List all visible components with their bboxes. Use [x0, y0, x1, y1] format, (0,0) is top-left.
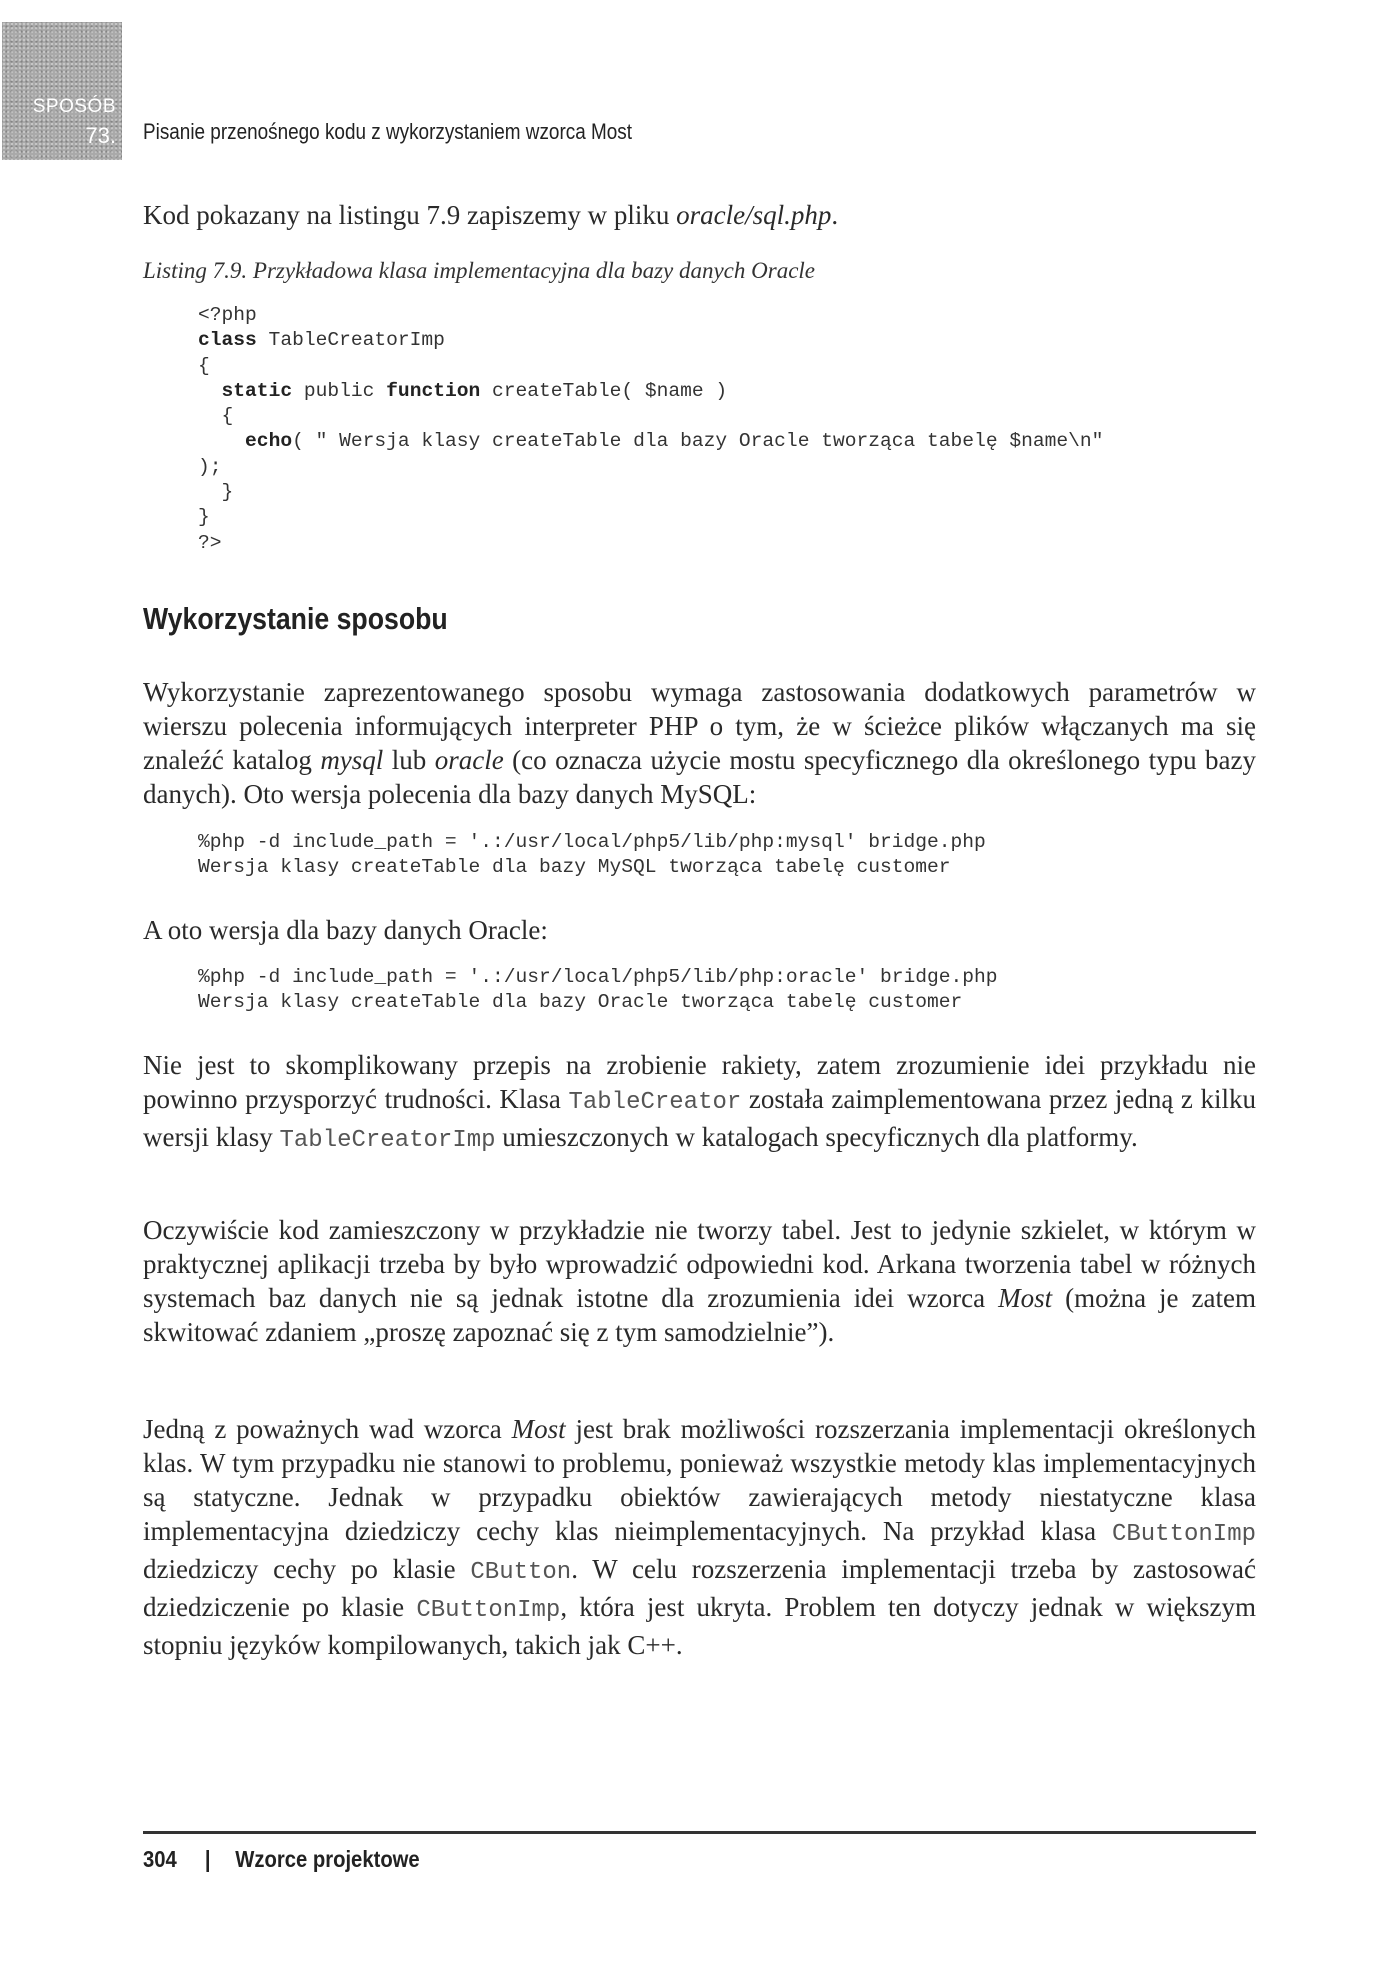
command-mysql-line-1: %php -d include_path = '.:/usr/local/php5/lib/php:mysql' bridge.php [198, 831, 986, 853]
dir-oracle: oracle [434, 745, 504, 775]
method-brace-open: { [221, 405, 234, 428]
book-title: Wzorce projektowe [235, 1846, 420, 1872]
command-mysql-line-2: Wersja klasy createTable dla bazy MySQL tworząca tabelę customer [198, 856, 951, 879]
paragraph-4-part-b: (można je zatem skwitować zdaniem „proszę zapoznać się z tym samodzielnie”). [143, 1283, 1256, 1347]
footer-separator: | [204, 1846, 211, 1872]
paragraph-3-part-a: Nie jest to skomplikowany przepis na zrobienie rakiety, zatem zrozumienie idei przykładu nie powinno przysporzyć trudności. Klasa [143, 1050, 1256, 1114]
running-header-title: Pisanie przenośnego kodu z wykorzystaniem wzorca Most [143, 119, 632, 144]
term-most: Most [998, 1283, 1053, 1313]
php-close-tag: ?> [198, 531, 222, 554]
code-cbuttonimp: CButtonImp [1111, 1521, 1256, 1548]
footer-divider [143, 1831, 1256, 1834]
badge-label: SPOSÓB [32, 96, 116, 117]
paragraph-4 [143, 1213, 1256, 1349]
paragraph-3-part-c: umieszczonych w katalogach specyficznych dla platformy. [495, 1122, 1138, 1152]
paragraph-5-part-a: Jedną z poważnych wad wzorca [143, 1414, 512, 1444]
php-open-tag: <?php [198, 304, 257, 326]
keyword-static: static [221, 379, 293, 402]
paragraph-5-part-c: dziedziczy cechy po klasie [143, 1554, 471, 1584]
paragraph-5 [143, 1412, 1256, 1662]
intro-file-name: oracle/sql.php [676, 200, 832, 230]
intro-text-end: . [831, 200, 839, 230]
page-footer [143, 1846, 420, 1873]
class-brace-open: { [198, 354, 210, 377]
paragraph-3 [143, 1048, 1256, 1158]
code-cbuttonimp: CButtonImp [416, 1597, 561, 1624]
paragraph-1-part-a: Wykorzystanie zaprezentowanego sposobu wymaga zastosowania dodatkowych parametrów w wierszu polecenia informujących interpreter PHP o tym, że w ścieżce plików włączanych ma się znaleźć katalog [143, 677, 1256, 775]
keyword-class: class [198, 329, 257, 352]
paragraph-3-part-b: została zaimplementowana przez jedną z kilku wersji klasy [143, 1084, 1256, 1152]
code-cbutton: CButton [470, 1559, 572, 1586]
section-badge [2, 22, 122, 160]
echo-arguments: ( " Wersja klasy createTable dla bazy Oracle tworząca tabelę $name\n" [292, 430, 1104, 453]
paragraph-1-part-c: (co oznacza użycie mostu specyficznego dla określonego typu bazy danych). Oto wersja polecenia dla bazy danych MySQL: [143, 745, 1256, 809]
paragraph-5-part-d: . W celu rozszerzenia implementacji trzeba by zastosować dziedziczenie po klasie [143, 1554, 1256, 1622]
keyword-function: function [386, 379, 481, 402]
paragraph-5-part-b: jest brak możliwości rozszerzania implementacji określonych klas. W tym przypadku nie stanowi to problemu, ponieważ wszystkie metody klas implementacyjnych są statyczne. Jednak w przypadku obiektów zawierających metody niestatyczne klasa implementacyjna dziedziczy cechy klas nieimplementacyjnych. Na przykład klasa [143, 1414, 1256, 1546]
listing-caption: Listing 7.9. Przykładowa klasa implementacyjna dla bazy danych Oracle [143, 258, 816, 283]
badge-number: 73. [85, 123, 116, 148]
echo-end: ); [198, 455, 222, 478]
paragraph-1-part-b: lub [383, 745, 435, 775]
class-name: TableCreatorImp [256, 329, 445, 352]
paragraph-2: A oto wersja dla bazy danych Oracle: [143, 915, 548, 945]
command-oracle-line-2: Wersja klasy createTable dla bazy Oracle tworząca tabelę customer [198, 991, 963, 1014]
keyword-public: public [292, 379, 387, 402]
method-signature: createTable( $name ) [480, 379, 728, 402]
paragraph-5-part-e: , która jest ukryta. Problem ten dotyczy jednak w większym stopniu języków kompilowanych, takich jak C++. [143, 1592, 1256, 1660]
term-most: Most [511, 1414, 566, 1444]
code-tablecreator: TableCreator [568, 1089, 742, 1116]
section-heading: Wykorzystanie sposobu [143, 601, 448, 636]
intro-text-start: Kod pokazany na listingu 7.9 zapiszemy w pliku [143, 200, 677, 230]
command-oracle [198, 965, 998, 1016]
dir-mysql: mysql [320, 745, 384, 775]
intro-text [143, 200, 838, 231]
paragraph-1 [143, 675, 1256, 811]
code-listing [198, 303, 1103, 556]
code-tablecreatorimp: TableCreatorImp [279, 1127, 496, 1154]
command-mysql [198, 830, 986, 881]
method-brace-close: } [221, 481, 234, 504]
page-number: 304 [143, 1846, 177, 1872]
class-brace-close: } [198, 506, 210, 529]
command-oracle-line-1: %php -d include_path = '.:/usr/local/php5/lib/php:oracle' bridge.php [198, 966, 998, 988]
paragraph-4-part-a: Oczywiście kod zamieszczony w przykładzie nie tworzy tabel. Jest to jedynie szkielet, w którym w praktycznej aplikacji trzeba by było wprowadzić odpowiedni kod. Arkana tworzenia tabel w różnych systemach baz danych nie są jednak istotne dla zrozumienia idei wzorca [143, 1215, 1256, 1313]
keyword-echo: echo [245, 430, 293, 453]
